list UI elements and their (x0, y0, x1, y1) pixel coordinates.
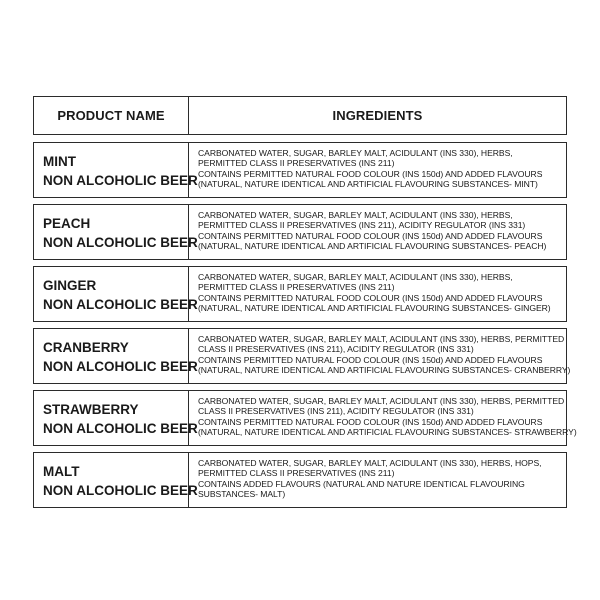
product-name-cell (34, 391, 198, 445)
product-name-cell (34, 267, 198, 321)
ingredients-cell (189, 329, 574, 383)
ingredients-line: CONTAINS ADDED FLAVOURS (NATURAL AND NATURE IDENTICAL FLAVOURING (198, 478, 525, 489)
product-flavour: GINGER (43, 278, 97, 293)
ingredients-line: CARBONATED WATER, SUGAR, BARLEY MALT, ACIDULANT (INS 330), HERBS, (198, 210, 513, 220)
ingredients-line: CONTAINS PERMITTED NATURAL FOOD COLOUR (INS 150d) AND ADDED FLAVOURS (198, 230, 543, 241)
ingredients-line: (NATURAL, NATURE IDENTICAL AND ARTIFICIAL FLAVOURING SUBSTANCES- STRAWBERRY) (198, 427, 577, 438)
ingredients-line: PERMITTED CLASS II PRESERVATIVES (INS 211) (198, 468, 395, 479)
ingredients-line: CARBONATED WATER, SUGAR, BARLEY MALT, ACIDULANT (INS 330), HERBS, HOPS, (198, 458, 542, 468)
product-type: NON ALCOHOLIC BEER (43, 173, 198, 188)
table-row-malt (33, 452, 567, 508)
table-row-cranberry (33, 328, 571, 384)
product-type: NON ALCOHOLIC BEER (43, 235, 198, 250)
table-row-ginger (33, 266, 567, 322)
ingredients-line: CARBONATED WATER, SUGAR, BARLEY MALT, ACIDULANT (INS 330), HERBS, (198, 272, 513, 282)
ingredients-cell (189, 391, 581, 445)
ingredients-line: PERMITTED CLASS II PRESERVATIVES (INS 211), ACIDITY REGULATOR (INS 331) (198, 220, 526, 231)
product-type: NON ALCOHOLIC BEER (43, 483, 198, 498)
product-flavour: PEACH (43, 216, 91, 231)
ingredients-line: CONTAINS PERMITTED NATURAL FOOD COLOUR (INS 150d) AND ADDED FLAVOURS (198, 354, 543, 365)
ingredients-line: CLASS II PRESERVATIVES (INS 211), ACIDITY REGULATOR (INS 331) (198, 406, 474, 417)
product-flavour: STRAWBERRY (43, 402, 139, 417)
ingredients-cell (189, 143, 566, 197)
product-flavour: MINT (43, 154, 76, 169)
ingredients-line: CONTAINS PERMITTED NATURAL FOOD COLOUR (INS 150d) AND ADDED FLAVOURS (198, 168, 543, 179)
ingredients-line: CLASS II PRESERVATIVES (INS 211), ACIDITY REGULATOR (INS 331) (198, 344, 474, 355)
table-row-strawberry (33, 390, 577, 446)
product-name-cell (34, 453, 198, 507)
ingredients-cell (189, 267, 566, 321)
product-name-cell (34, 205, 198, 259)
header-ingredients: INGREDIENTS (332, 108, 423, 123)
table-row-mint (33, 142, 567, 198)
ingredients-line: (NATURAL, NATURE IDENTICAL AND ARTIFICIAL FLAVOURING SUBSTANCES- GINGER) (198, 303, 551, 314)
product-flavour: CRANBERRY (43, 340, 129, 355)
ingredients-cell (189, 453, 566, 507)
product-name-cell (34, 329, 198, 383)
product-flavour: MALT (43, 464, 80, 479)
ingredients-line: SUBSTANCES- MALT) (198, 489, 286, 500)
product-name-cell (34, 143, 198, 197)
ingredients-table (33, 96, 577, 508)
ingredients-line: CARBONATED WATER, SUGAR, BARLEY MALT, ACIDULANT (INS 330), HERBS, PERMITTED (198, 396, 565, 406)
ingredients-line: (NATURAL, NATURE IDENTICAL AND ARTIFICIAL FLAVOURING SUBSTANCES- PEACH) (198, 241, 547, 252)
product-type: NON ALCOHOLIC BEER (43, 421, 198, 436)
product-type: NON ALCOHOLIC BEER (43, 297, 198, 312)
ingredients-cell (189, 205, 566, 259)
table-row-peach (33, 204, 567, 260)
ingredients-line: PERMITTED CLASS II PRESERVATIVES (INS 211) (198, 282, 395, 293)
ingredients-line: CARBONATED WATER, SUGAR, BARLEY MALT, ACIDULANT (INS 330), HERBS, PERMITTED (198, 334, 565, 344)
ingredients-line: CONTAINS PERMITTED NATURAL FOOD COLOUR (INS 150d) AND ADDED FLAVOURS (198, 416, 543, 427)
ingredients-line: PERMITTED CLASS II PRESERVATIVES (INS 211) (198, 158, 395, 169)
ingredients-line: CARBONATED WATER, SUGAR, BARLEY MALT, ACIDULANT (INS 330), HERBS, (198, 148, 513, 158)
ingredients-line: CONTAINS PERMITTED NATURAL FOOD COLOUR (INS 150d) AND ADDED FLAVOURS (198, 292, 543, 303)
header-product-name: PRODUCT NAME (34, 97, 189, 134)
ingredients-line: (NATURAL, NATURE IDENTICAL AND ARTIFICIAL FLAVOURING SUBSTANCES- CRANBERRY) (198, 365, 571, 376)
product-type: NON ALCOHOLIC BEER (43, 359, 198, 374)
ingredients-line: (NATURAL, NATURE IDENTICAL AND ARTIFICIAL FLAVOURING SUBSTANCES- MINT) (198, 179, 538, 190)
table-header-row (33, 96, 567, 135)
